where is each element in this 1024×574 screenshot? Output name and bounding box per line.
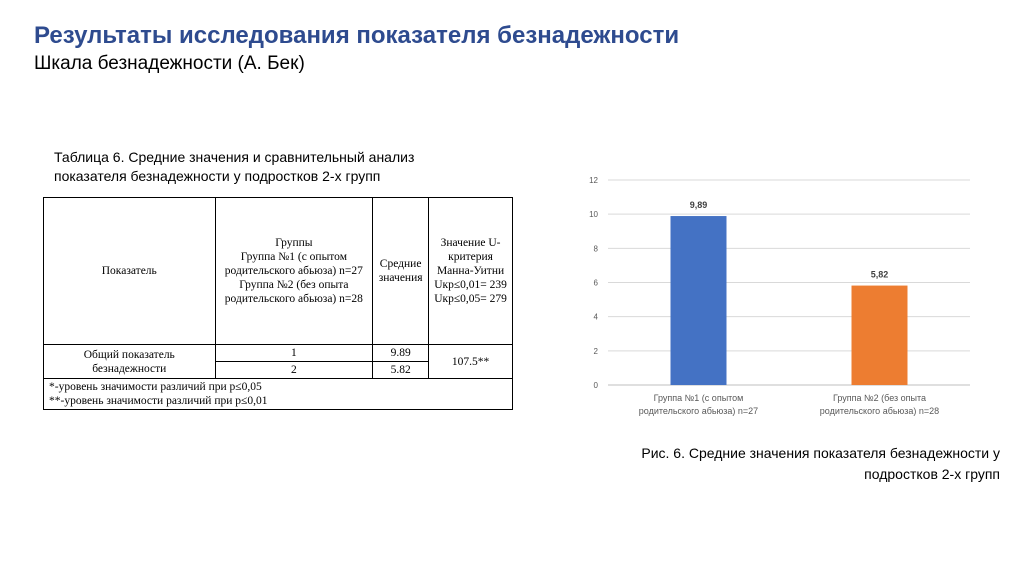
- header-u-test: [429, 198, 513, 345]
- header-group-2: Группа №2 (без опыта родительского абьюза) n=28: [224, 279, 363, 305]
- row-mean-1: 9.89: [373, 345, 429, 362]
- slide-subtitle: Шкала безнадежности (А. Бек): [34, 53, 305, 74]
- figure-caption: [600, 443, 1000, 485]
- y-tick-label: 10: [589, 210, 598, 220]
- header-means: Средние значения: [373, 198, 429, 345]
- y-tick-label: 8: [593, 244, 598, 254]
- header-u-critical-001: Uкр≤0,01= 239: [434, 279, 507, 291]
- row-indicator: Общий показатель безнадежности: [44, 345, 216, 379]
- y-tick-label: 4: [593, 312, 598, 322]
- row-u-value: 107.5**: [429, 345, 513, 379]
- note-p001: **-уровень значимости различий при p≤0,01: [49, 395, 268, 407]
- row-group-1: 1: [215, 345, 373, 362]
- figure-caption-line-2: подростков 2-х групп: [864, 466, 1000, 482]
- results-table: [43, 197, 513, 410]
- y-tick-label: 0: [593, 381, 598, 390]
- row-mean-2: 5.82: [373, 362, 429, 379]
- slide-title: Результаты исследования показателя безнадежности: [34, 22, 680, 49]
- bar: [671, 216, 727, 385]
- table-caption-line-1: Таблица 6. Средние значения и сравнительный анализ: [54, 149, 415, 165]
- table-notes: [44, 379, 513, 410]
- x-category-label: родительского абьюза) n=27: [638, 406, 759, 416]
- header-u-critical-005: Uкр≤0,05= 279: [434, 293, 507, 305]
- header-groups: [215, 198, 373, 345]
- x-category-label: Группа №2 (без опыта: [832, 393, 927, 403]
- x-category-label: Группа №1 (с опытом: [653, 393, 744, 403]
- bar-value-label: 5,82: [870, 269, 889, 280]
- header-u-test-title: Значение U-критерия Манна-Уитни: [436, 237, 505, 277]
- header-indicator: Показатель: [44, 198, 216, 345]
- table-caption: [54, 148, 414, 186]
- bar-value-label: 9,89: [689, 200, 708, 211]
- bar-chart: [560, 165, 990, 425]
- row-group-2: 2: [215, 362, 373, 379]
- header-groups-title: Группы: [275, 237, 313, 249]
- x-category-label: родительского абьюза) n=28: [819, 406, 940, 416]
- bar: [852, 286, 908, 385]
- y-tick-label: 12: [589, 176, 598, 185]
- note-p005: *-уровень значимости различий при p≤0,05: [49, 381, 262, 393]
- y-tick-label: 6: [593, 278, 598, 288]
- figure-caption-line-1: Рис. 6. Средние значения показателя безнадежности у: [641, 445, 1000, 461]
- table-caption-line-2: показателя безнадежности у подростков 2-х групп: [54, 168, 381, 184]
- header-group-1: Группа №1 (с опытом родительского абьюза) n=27: [224, 251, 363, 277]
- y-tick-label: 2: [593, 346, 598, 356]
